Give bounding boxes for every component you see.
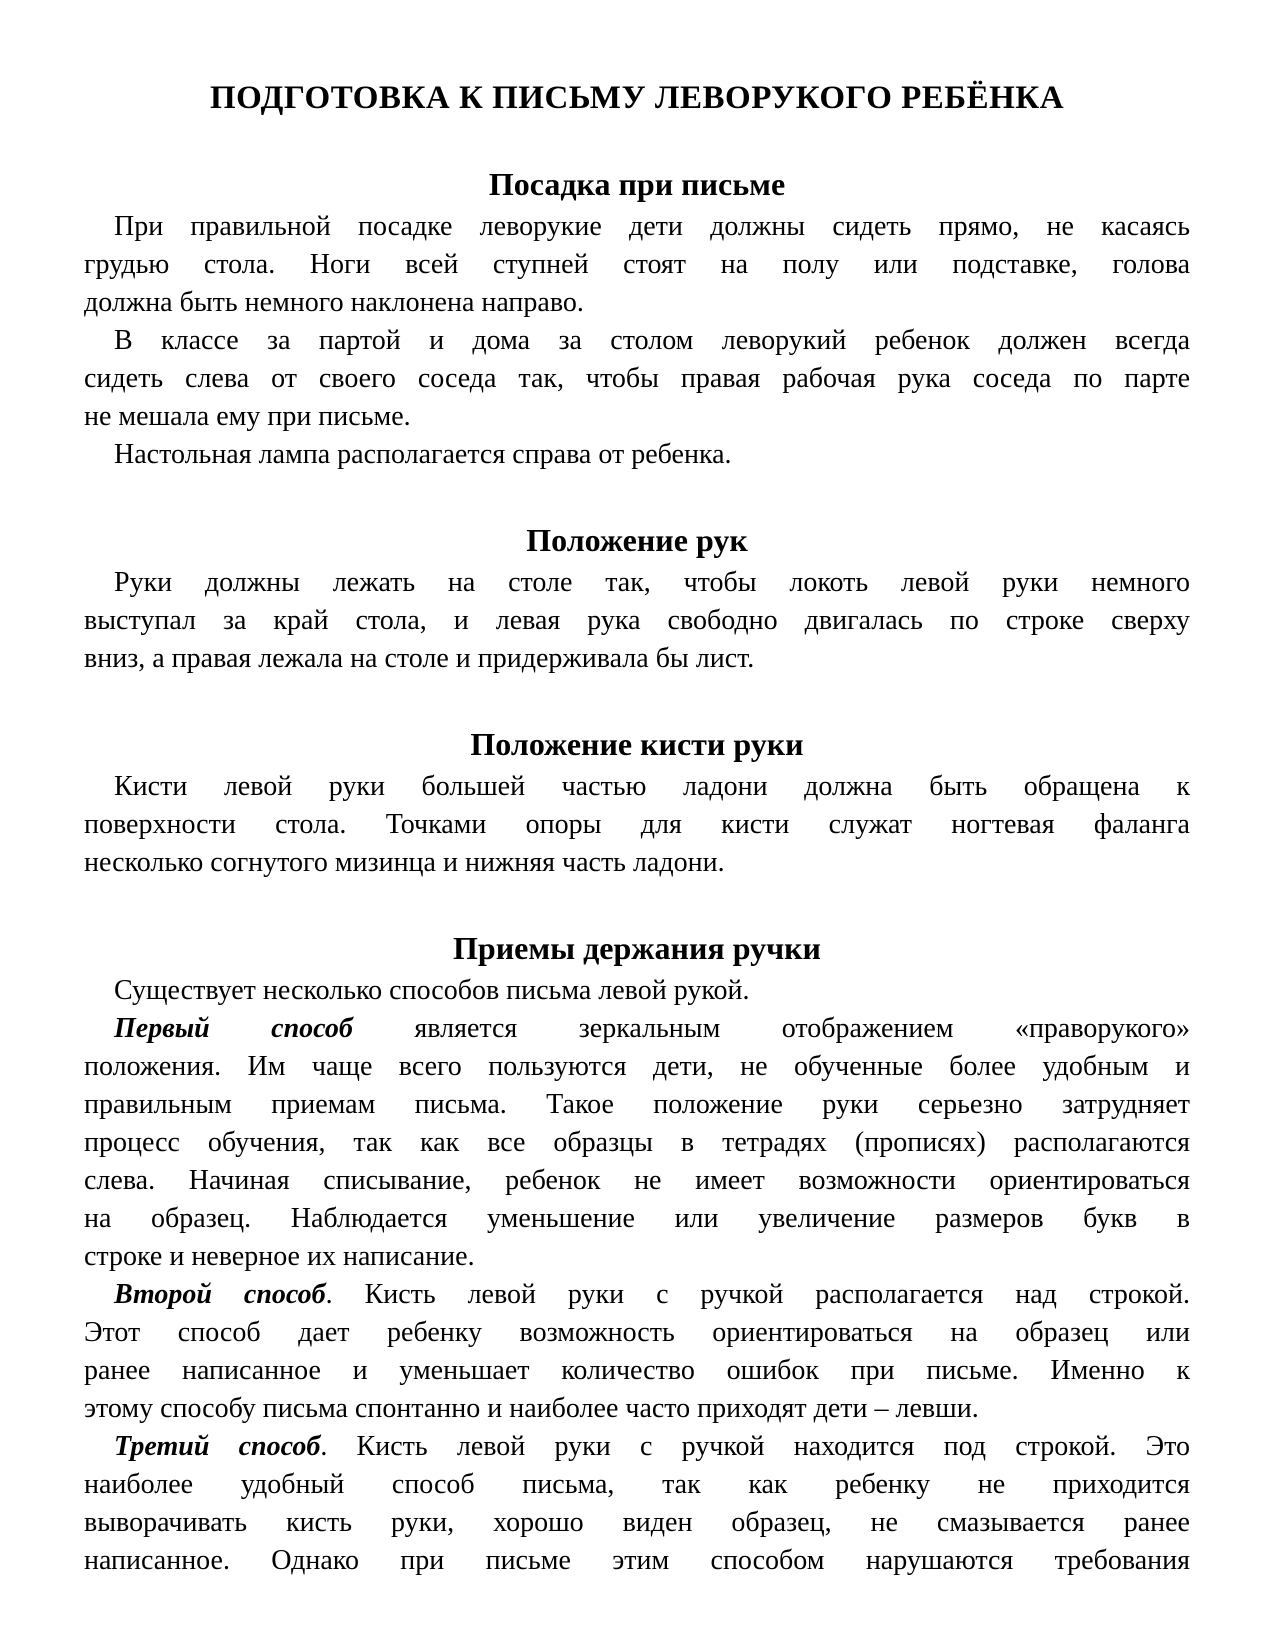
paragraph: [84, 208, 1190, 322]
text-line: В классе за партой и дома за столом леворукий ребенок должен всегда: [114, 325, 1190, 356]
paragraph-third-way: [84, 1428, 1190, 1580]
paragraph: [84, 768, 1190, 882]
text-line: выступал за край стола, и левая рука свободно двигалась по строке сверху: [84, 605, 1190, 636]
text-line: [84, 1428, 1190, 1466]
text-line: правильным приемам письма. Такое положение руки серьезно затрудняет: [84, 1089, 1190, 1120]
text-line: не мешала ему при письме.: [84, 401, 411, 432]
text-line: Руки должны лежать на столе так, чтобы локоть левой руки немного: [114, 567, 1190, 598]
section-posadka-pri-pisme: [84, 164, 1190, 474]
paragraph-first-way: [84, 1010, 1190, 1276]
lead-phrase: Первый способ: [114, 1013, 353, 1044]
text-line: [84, 1276, 1190, 1314]
paragraph-second-way: [84, 1276, 1190, 1428]
text-line: Настольная лампа располагается справа от ребенка.: [114, 439, 732, 470]
text-line: грудью стола. Ноги всей ступней стоят на полу или подставке, голова: [84, 249, 1190, 280]
section-polozhenie-ruk: [84, 520, 1190, 678]
section-heading: Приемы держания ручки: [453, 930, 821, 966]
text-line: Этот способ дает ребенку возможность ориентироваться на образец или: [84, 1317, 1190, 1348]
text-line: При правильной посадке леворукие дети должны сидеть прямо, не касаясь: [114, 211, 1190, 242]
text-line: несколько согнутого мизинца и нижняя часть ладони.: [84, 847, 725, 878]
text-line: на образец. Наблюдается уменьшение или увеличение размеров букв в: [84, 1203, 1190, 1234]
section-heading: Посадка при письме: [488, 166, 786, 202]
text-line: процесс обучения, так как все образцы в тетрадях (прописях) располагаются: [84, 1127, 1190, 1158]
text-line: Существует несколько способов письма левой рукой.: [114, 975, 750, 1006]
text-line: этому способу письма спонтанно и наиболее часто приходят дети – левши.: [84, 1393, 979, 1424]
section-priemy-derzhaniya-ruchki: [84, 928, 1190, 1580]
paragraph: [84, 322, 1190, 436]
lead-phrase: Второй способ: [114, 1279, 326, 1310]
text-line: слева. Начиная списывание, ребенок не имеет возможности ориентироваться: [84, 1165, 1190, 1196]
text-line: должна быть немного наклонена направо.: [84, 287, 584, 318]
lead-rest: . Кисть левой руки с ручкой располагается над строкой.: [325, 1279, 1191, 1310]
text-line: Кисти левой руки большей частью ладони должна быть обращена к: [114, 771, 1190, 802]
document-title: ПОДГОТОВКА К ПИСЬМУ ЛЕВОРУКОГО РЕБЁНКА: [209, 80, 1065, 116]
text-line: написанное. Однако при письме этим способом нарушаются требования: [84, 1545, 1190, 1576]
lead-rest: является зеркальным отображением «праворукого»: [352, 1013, 1190, 1044]
text-line: сидеть слева от своего соседа так, чтобы правая рабочая рука соседа по парте: [84, 363, 1190, 394]
lead-phrase: Третий способ: [114, 1431, 321, 1462]
paragraph: [84, 436, 1190, 474]
text-line: положения. Им чаще всего пользуются дети, не обученные более удобным и: [84, 1051, 1190, 1082]
lead-rest: . Кисть левой руки с ручкой находится под строкой. Это: [320, 1431, 1191, 1462]
text-line: ранее написанное и уменьшает количество ошибок при письме. Именно к: [84, 1355, 1190, 1386]
section-polozhenie-kisti: [84, 724, 1190, 882]
paragraph: [84, 972, 1190, 1010]
text-line: [84, 1010, 1190, 1048]
paragraph: [84, 564, 1190, 678]
section-heading: Положение рук: [526, 522, 748, 558]
section-heading: Положение кисти руки: [470, 726, 804, 762]
text-line: строке и неверное их написание.: [84, 1241, 475, 1272]
text-line: выворачивать кисть руки, хорошо виден образец, не смазывается ранее: [84, 1507, 1190, 1538]
text-line: наиболее удобный способ письма, так как ребенку не приходится: [84, 1469, 1190, 1500]
text-line: вниз, а правая лежала на столе и придерживала бы лист.: [84, 643, 755, 674]
text-line: поверхности стола. Точками опоры для кисти служат ногтевая фаланга: [84, 809, 1190, 840]
